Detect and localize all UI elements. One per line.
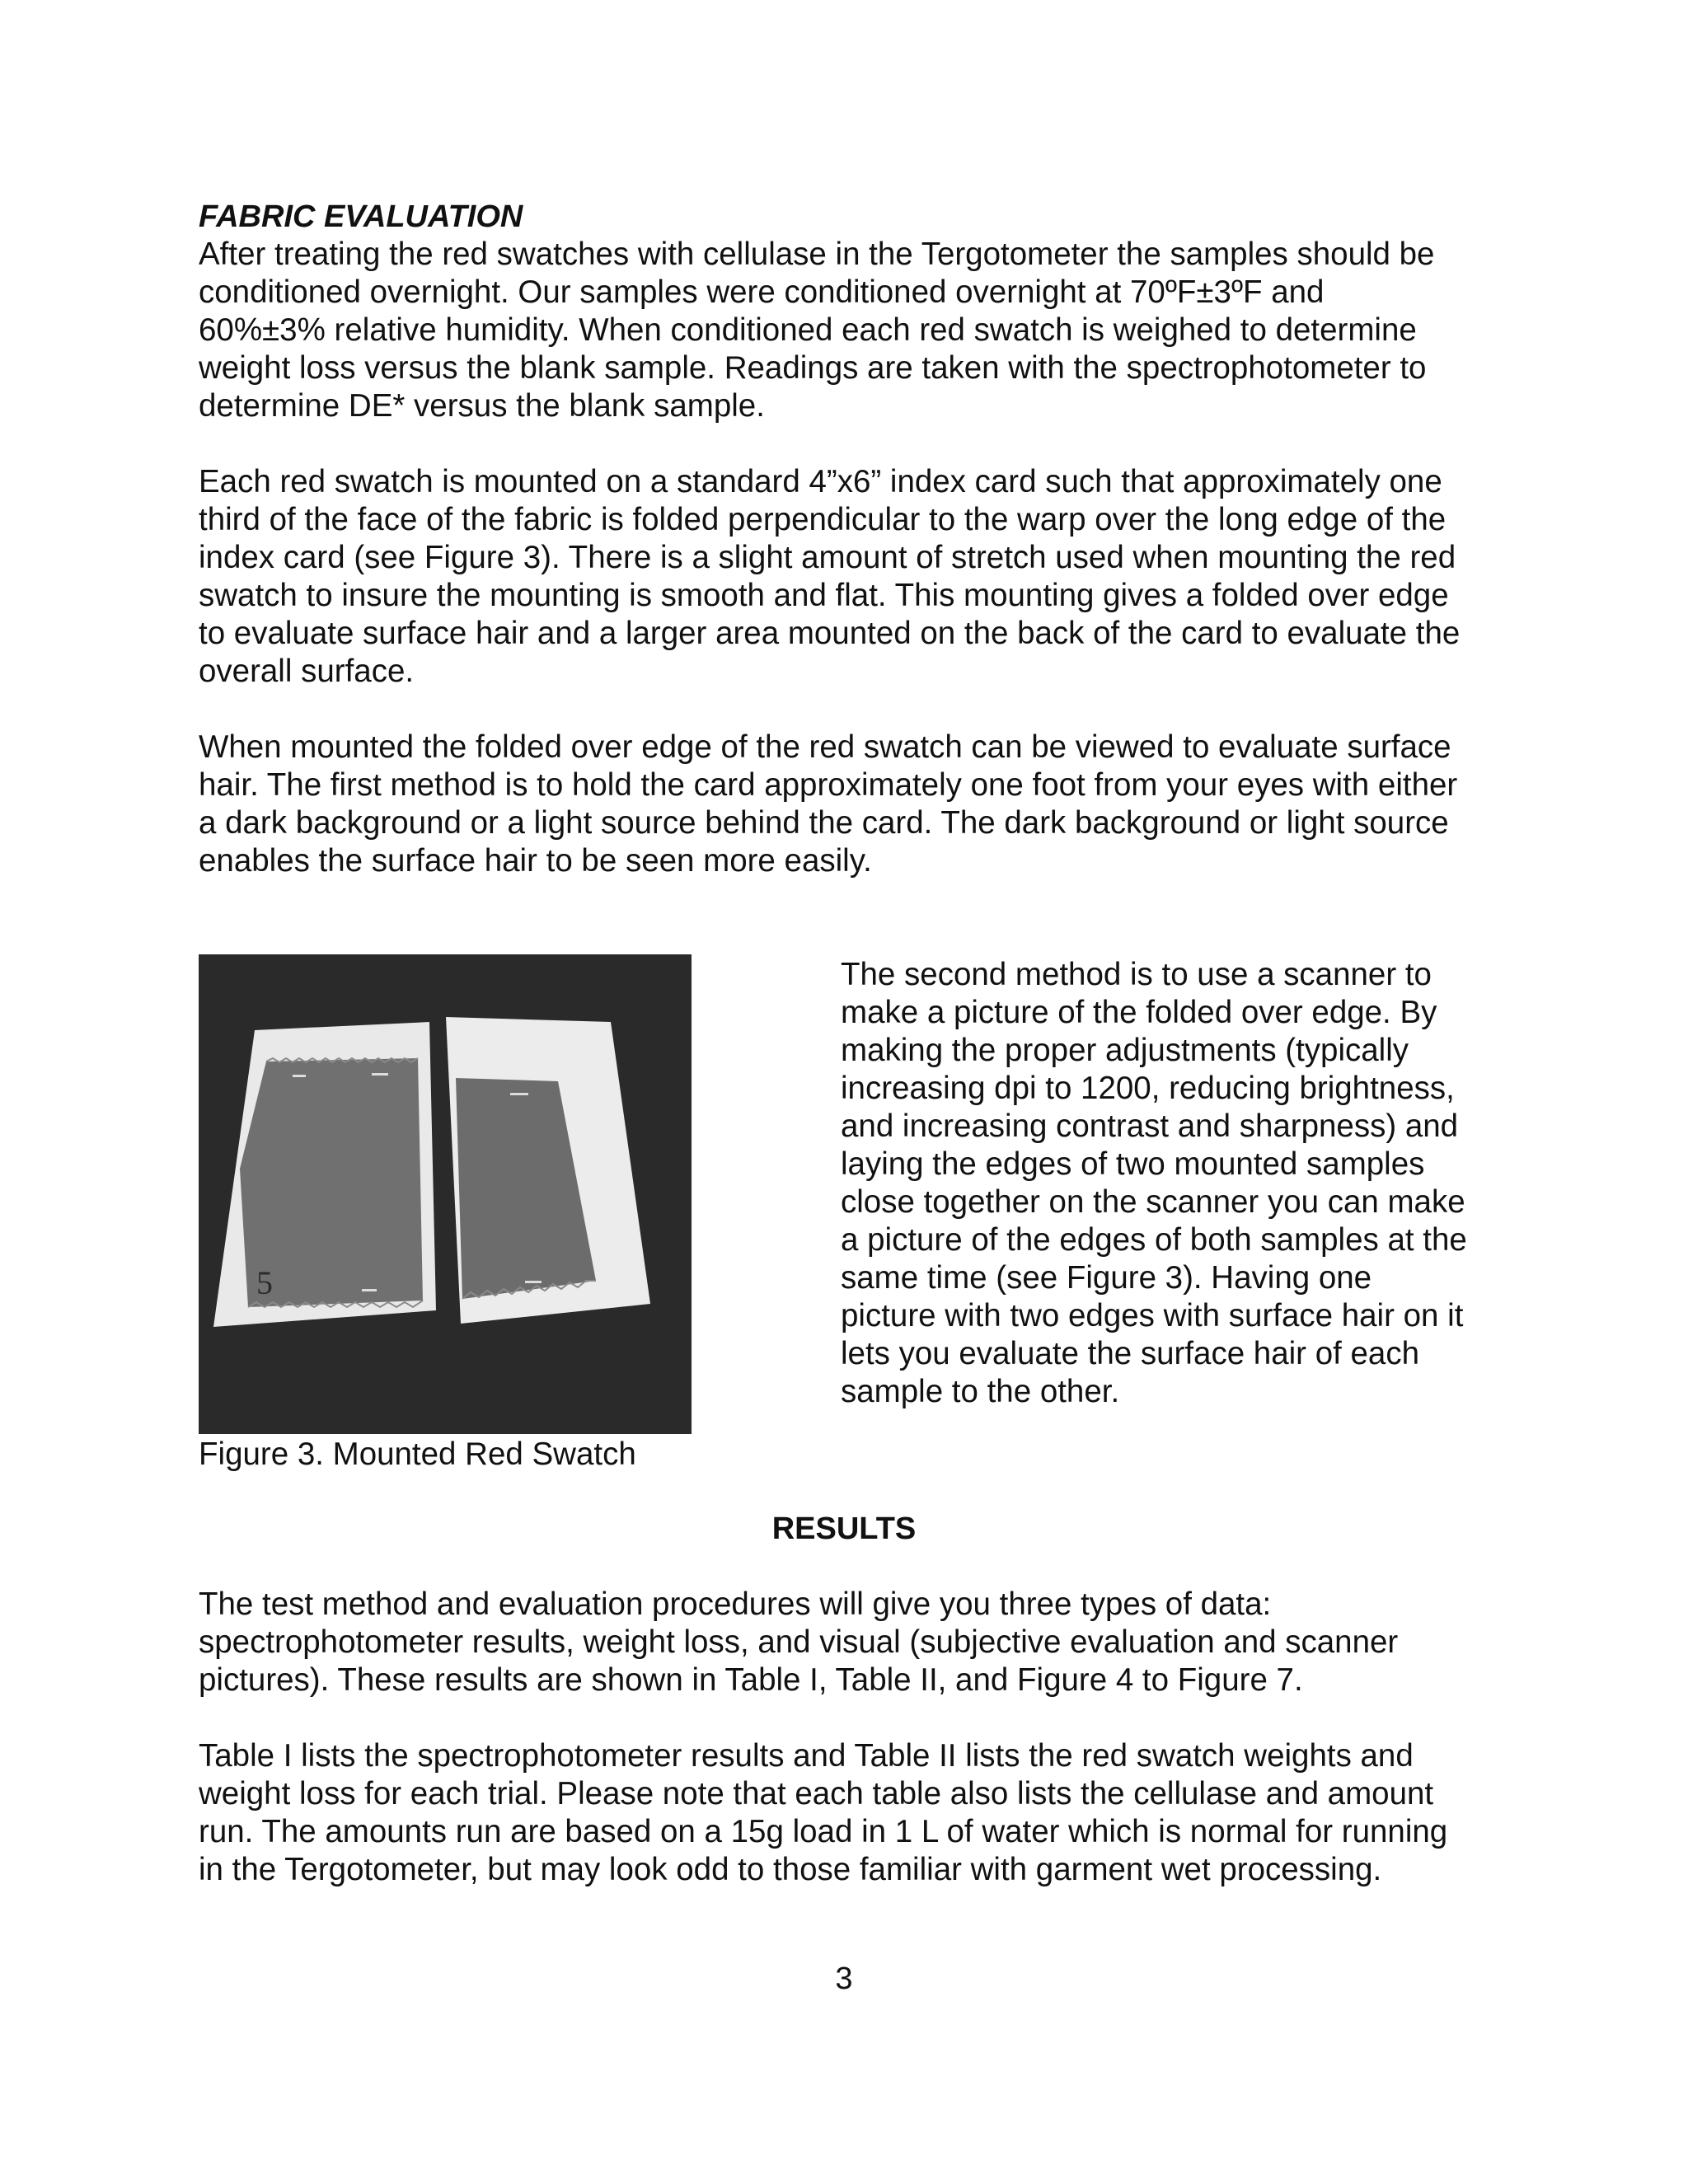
text-line: pictures). These results are shown in Table I, Table II, and Figure 4 to Figure 7. [199,1662,1303,1698]
text-line: to evaluate surface hair and a larger area mounted on the back of the card to evaluate the [199,616,1461,651]
text-line: and increasing contrast and sharpness) and [841,1108,1459,1144]
paragraph-mounting [199,463,1517,691]
text-line: increasing dpi to 1200, reducing brightness, [841,1071,1455,1106]
paragraph-conditioning [199,236,1517,425]
figure-mounted-red-swatch [199,954,692,1434]
text-line: When mounted the folded over edge of the red swatch can be viewed to evaluate surface [199,729,1451,765]
text-line: same time (see Figure 3). Having one [841,1260,1372,1296]
page-number: 3 [835,1961,853,1996]
text-line: enables the surface hair to be seen more easily. [199,843,872,879]
text-line: conditioned overnight. Our samples were conditioned overnight at 70ºF±3ºF and [199,274,1325,310]
text-line: laying the edges of two mounted samples [841,1146,1425,1182]
paragraph-second-method [841,956,1517,1411]
text-line: The test method and evaluation procedures will give you three types of data: [199,1586,1272,1622]
paragraph-tables-note [199,1737,1517,1889]
text-line: After treating the red swatches with cellulase in the Tergotometer the samples should be [199,237,1435,272]
text-line: run. The amounts run are based on a 15g load in 1 L of water which is normal for running [199,1814,1448,1849]
text-line: swatch to insure the mounting is smooth and flat. This mounting gives a folded over edge [199,578,1449,613]
text-line: The second method is to use a scanner to [841,957,1432,992]
paragraph-results-overview [199,1586,1517,1699]
text-line: sample to the other. [841,1374,1120,1409]
results-heading: RESULTS [771,1511,917,1546]
text-line: index card (see Figure 3). There is a slight amount of stretch used when mounting the red [199,540,1456,575]
text-line: Table I lists the spectrophotometer results and Table II lists the red swatch weights and [199,1738,1414,1774]
text-line: determine DE* versus the blank sample. [199,388,765,424]
text-line: make a picture of the folded over edge. By [841,995,1437,1030]
text-line: spectrophotometer results, weight loss, and visual (subjective evaluation and scanner [199,1624,1399,1660]
text-line: a picture of the edges of both samples at the [841,1222,1467,1258]
sample-number-mark: 5 [256,1264,273,1301]
figure-caption: Figure 3. Mounted Red Swatch [199,1436,636,1472]
paragraph-first-method [199,729,1517,880]
text-line: making the proper adjustments (typically [841,1033,1409,1068]
swatch-photo [199,954,692,1434]
text-line: hair. The first method is to hold the card approximately one foot from your eyes with either [199,767,1458,803]
text-line: lets you evaluate the surface hair of each [841,1336,1419,1371]
text-line: weight loss versus the blank sample. Readings are taken with the spectrophotometer to [199,350,1427,386]
text-line: overall surface. [199,654,415,689]
text-line: in the Tergotometer, but may look odd to those familiar with garment wet processing. [199,1852,1382,1887]
text-line: third of the face of the fabric is folded perpendicular to the warp over the long edge of the [199,502,1447,537]
text-line: 60%±3% relative humidity. When conditioned each red swatch is weighed to determine [199,312,1417,348]
text-line: close together on the scanner you can make [841,1184,1465,1220]
text-line: Each red swatch is mounted on a standard 4”x6” index card such that approximately one [199,464,1442,499]
text-line: a dark background or a light source behind the card. The dark background or light source [199,805,1449,841]
text-line: weight loss for each trial. Please note that each table also lists the cellulase and amount [199,1776,1434,1811]
section-heading: FABRIC EVALUATION [199,199,523,234]
text-line: picture with two edges with surface hair on it [841,1298,1464,1333]
